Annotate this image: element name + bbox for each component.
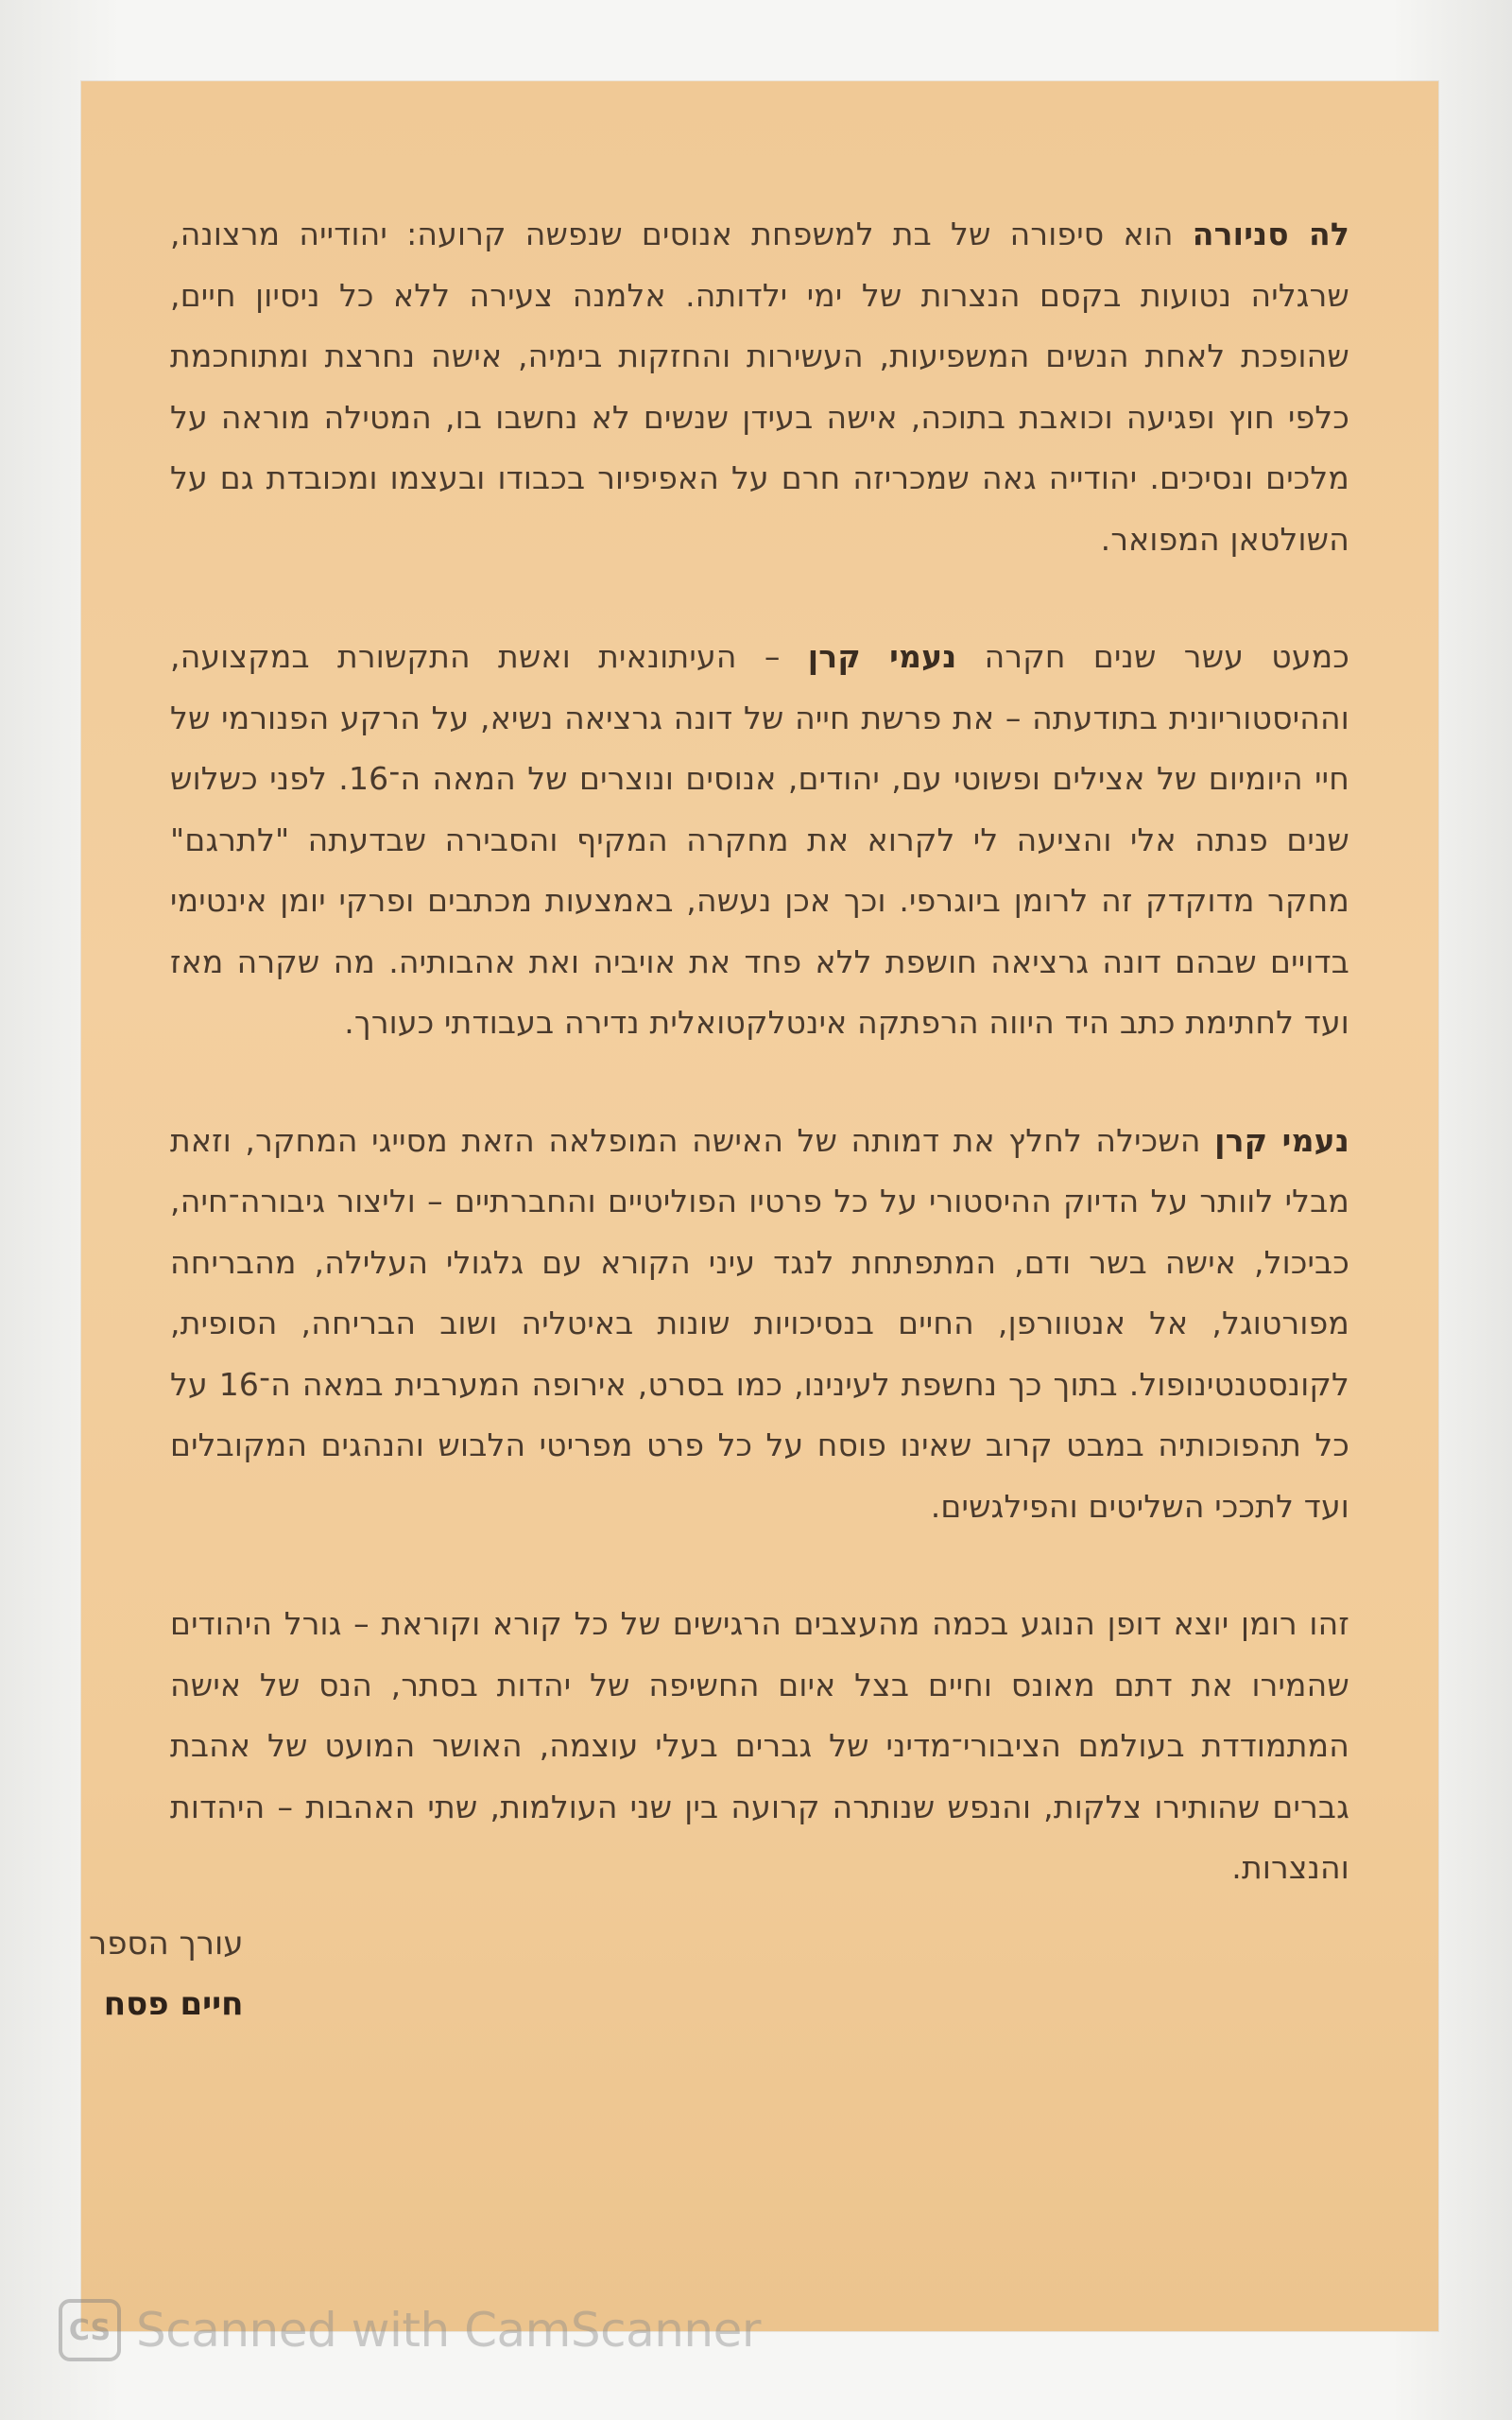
paragraph-2 [170,627,1349,1054]
paragraph-2-text: – העיתונאית ואשת התקשורת במקצועה, וההיסטוריונית בתודעתה – את פרשת חייה של דונה גרציאה נשיא, על הרקע הפנורמי של חיי היומיום של אצילים ופשוטי עם, יהודים, אנוסים ונוצרים של המאה ה־16. לפני כשלוש שנים פנתה אלי והציעה לי לקרוא את מחקרה המקיף והסבירה שבדעתה "לתרגם" מחקר מדוקדק זה לרומן ביוגרפי. וכך אכן נעשה, באמצעות מכתבים ופרקי יומן אינטימי בדויים שבהם דונה גרציאה חושפת ללא פחד את אויביה ואת אהבותיה. מה שקרה מאז ועד לחתימת כתב היד היווה הרפתקה אינטלקטואלית נדירה בעבודתי כעורך. [170,638,1349,1041]
paragraph-1-text: הוא סיפורה של בת למשפחת אנוסים שנפשה קרועה: יהודייה מרצונה, שרגליה נטועות בקסם הנצרות של ימי ילדותה. אלמנה צעירה ללא כל ניסיון חיים, שהופכת לאחת הנשים המשפיעות, העשירות והחזקות בימיה, אישה נחרצת ומתוחכמת כלפי חוץ ופגיעה וכואבת בתוכה, אישה בעידן שנשים לא נחשבו בו, המטילה מוראה על מלכים ונסיכים. יהודייה גאה שמכריזה חרם על האפיפיור בכבודו ובעצמו ומכובדת גם על השולטאן המפואר. [170,216,1349,558]
book-title-bold: לה סניורה [1192,216,1349,252]
paragraph-3-text: השכילה לחלץ את דמותה של האישה המופלאה הזאת מסייגי המחקר, וזאת מבלי לוותר על הדיוק ההיסטורי על כל פרטיו הפוליטיים והחברתיים – וליצור גיבורה־חיה, כביכול, אישה בשר ודם, המתפתחת לנגד עיני הקורא עם גלגולי העלילה, מהבריחה מפורטוגל, אל אנטוורפן, החיים בנסיכויות שונות באיטליה ושוב הבריחה, הסופית, לקונסטנטינופול. בתוך כך נחשפת לעינינו, כמו בסרט, אירופה המערבית במאה ה־16 על כל תהפוכותיה במבט קרוב שאינו פוסח על כל פרט מפריטי הלבוש והנהגים המקובלים ועד לתככי השליטים והפילגשים. [170,1121,1349,1525]
paragraph-4 [170,1594,1349,1899]
watermark-text: Scanned with CamScanner [136,2303,761,2358]
paragraph-1 [170,204,1349,570]
author-name-bold: נעמי קרן [1214,1121,1349,1159]
paragraph-3 [170,1111,1349,1538]
paragraph-4-text: זהו רומן יוצא דופן הנוגע בכמה מהעצבים הרגישים של כל קורא וקוראת – גורל היהודים שהמירו את דתם מאונס וחיים בצל איום החשיפה של יהדות בסתר, הנס של אישה המתמודדת בעולמם הציבורי־מדיני של גברים בעלי עוצמה, האושר המועט של אהבת גברים שהותירו צלקות, והנפש שנותרה קרועה בין שני העולמות, שתי האהבות – היהדות והנצרות. [170,1605,1349,1886]
paragraph-2-pre: כמעט עשר שנים חקרה [956,638,1350,675]
editor-role: עורך הספר [89,1925,244,1962]
author-name-bold: נעמי קרן [807,638,957,675]
editor-name: חיים פסח [103,1985,244,2023]
editor-signature [89,1913,244,2034]
book-back-cover [81,81,1438,2331]
camscanner-watermark [59,2292,761,2368]
camscanner-logo-icon: CS [59,2299,121,2361]
blurb-text [170,204,1349,1956]
